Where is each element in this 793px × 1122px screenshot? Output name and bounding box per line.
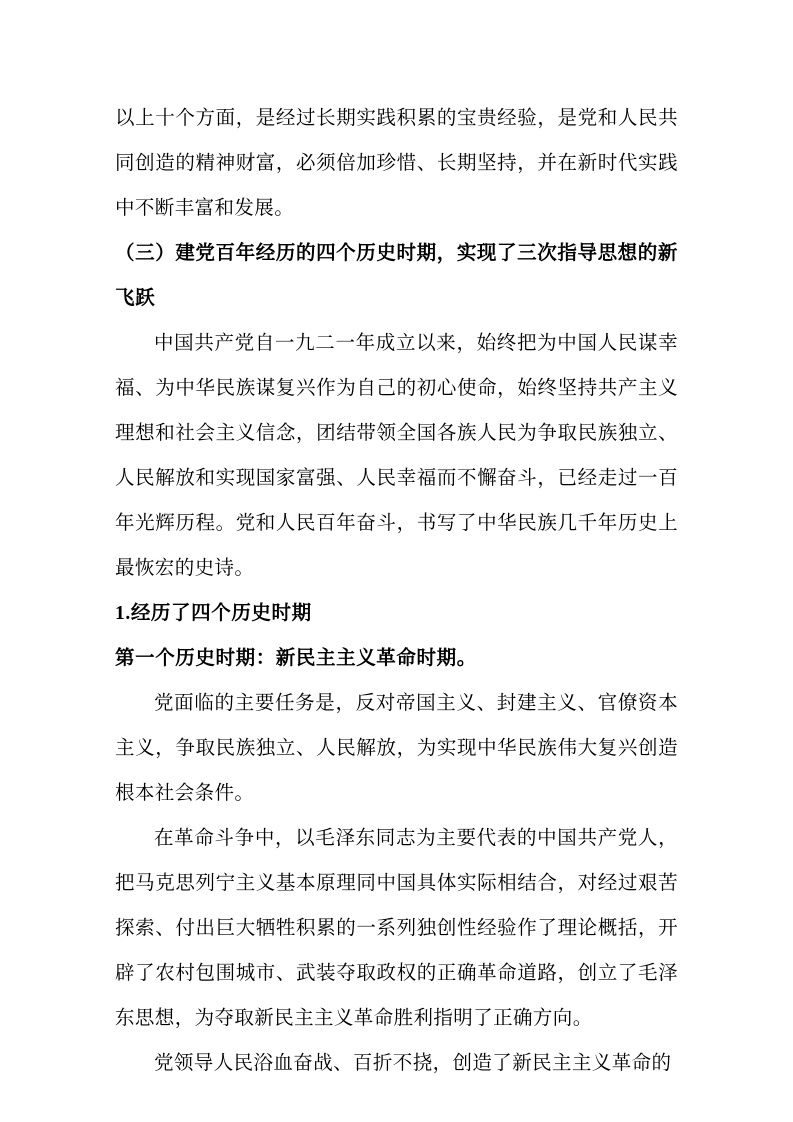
paragraph: 中国共产党自一九二一年成立以来，始终把为中国人民谋幸福、为中华民族谋复兴作为自己的初心使命，始终坚持共产主义理想和社会主义信念，团结带领全国各族人民为争取民族独立、人民解放和实现国家富强、人民幸福而不懈奋斗，已经走过一百年光辉历程。党和人民百年奋斗，书写了中华民族几千年历史上最恢宏的史诗。: [115, 333, 678, 579]
subsection-heading: 1.经历了四个历史时期: [115, 603, 312, 624]
paragraph: 在革命斗争中，以毛泽东同志为主要代表的中国共产党人，把马克思列宁主义基本原理同中国具体实际相结合，对经过艰苦探索、付出巨大牺牲积累的一系列独创性经验作了理论概括，开辟了农村包围城市、武装夺取政权的正确革命道路，创立了毛泽东思想，为夺取新民主主义革命胜利指明了正确方向。: [115, 828, 678, 1029]
paragraph: 党面临的主要任务是，反对帝国主义、封建主义、官僚资本主义，争取民族独立、人民解放，为实现中华民族伟大复兴创造根本社会条件。: [115, 693, 678, 804]
document-body: [115, 96, 678, 1086]
section-heading: （三）建党百年经历的四个历史时期，实现了三次指导思想的新飞跃: [115, 243, 678, 309]
paragraph: 党领导人民浴血奋战、百折不挠，创造了新民主主义革命的: [154, 1053, 672, 1074]
paragraph: 以上十个方面，是经过长期实践积累的宝贵经验，是党和人民共同创造的精神财富，必须倍加珍惜、长期坚持，并在新时代实践中不断丰富和发展。: [115, 108, 678, 219]
subsection-heading: 第一个历史时期：新民主主义革命时期。: [115, 648, 477, 669]
